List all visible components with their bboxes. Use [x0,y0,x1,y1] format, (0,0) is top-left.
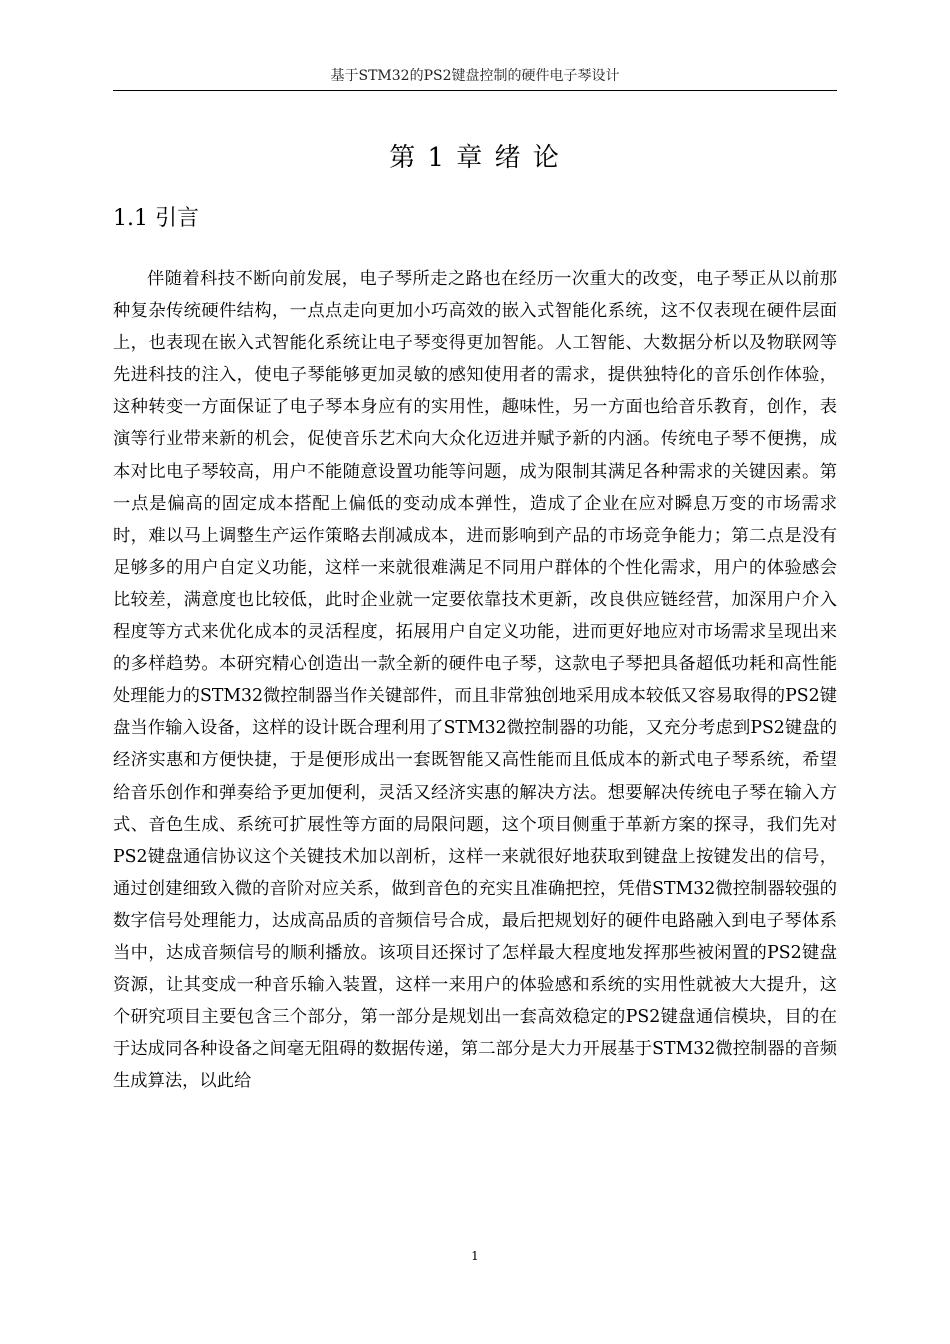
header-rule [113,90,837,91]
page-number: 1 [471,1249,479,1263]
body-paragraph: 伴随着科技不断向前发展，电子琴所走之路也在经历一次重大的改变，电子琴正从以前那种复杂传统硬件结构，一点点走向更加小巧高效的嵌入式智能化系统，这不仅表现在硬件层面上，也表现在嵌入式智能化系统让电子琴变得更加智能。人工智能、大数据分析以及物联网等先进科技的注入，使电子琴能够更加灵敏的感知使用者的需求，提供独特化的音乐创作体验，这种转变一方面保证了电子琴本身应有的实用性，趣味性，另一方面也给音乐教育，创作，表演等行业带来新的机会，促使音乐艺术向大众化迈进并赋予新的内涵。传统电子琴不便携，成本对比电子琴较高，用户不能随意设置功能等问题，成为限制其满足各种需求的关键因素。第一点是偏高的固定成本搭配上偏低的变动成本弹性，造成了企业在应对瞬息万变的市场需求时，难以马上调整生产运作策略去削减成本，进而影响到产品的市场竞争能力；第二点是没有足够多的用户自定义功能，这样一来就很难满足不同用户群体的个性化需求，用户的体验感会比较差，满意度也比较低，此时企业就一定要依靠技术更新，改良供应链经营，加深用户介入程度等方式来优化成本的灵活程度，拓展用户自定义功能，进而更好地应对市场需求呈现出来的多样趋势。本研究精心创造出一款全新的硬件电子琴，这款电子琴把具备超低功耗和高性能处理能力的STM32微控制器当作关键部件，而且非常独创地采用成本较低又容易取得的PS2键盘当作输入设备，这样的设计既合理利用了STM32微控制器的功能，又充分考虑到PS2键盘的经济实惠和方便快捷，于是便形成出一套既智能又高性能而且低成本的新式电子琴系统，希望给音乐创作和弹奏给予更加便利，灵活又经济实惠的解决方法。想要解决传统电子琴在输入方式、音色生成、系统可扩展性等方面的局限问题，这个项目侧重于革新方案的探寻，我们先对PS2键盘通信协议这个关键技术加以剖析，这样一来就很好地获取到键盘上按键发出的信号，通过创建细致入微的音阶对应关系，做到音色的充实且准确把控，凭借STM32微控制器较强的数字信号处理能力，达成高品质的音频信号合成，最后把规划好的硬件电路融入到电子琴体系当中，达成音频信号的顺利播放。该项目还探讨了怎样最大程度地发挥那些被闲置的PS2键盘资源，让其变成一种音乐输入装置，这样一来用户的体验感和系统的实用性就被大大提升，这个研究项目主要包含三个部分，第一部分是规划出一套高效稳定的PS2键盘通信模块，目的在于达成同各种设备之间毫无阻碍的数据传递，第二部分是大力开展基于STM32微控制器的音频生成算法，以此给 [113,269,837,1092]
chapter-title: 第 1 章 绪 论 [389,143,561,173]
running-header: 基于STM32的PS2键盘控制的硬件电子琴设计 [330,68,620,84]
section-title: 1.1 引言 [113,206,199,231]
